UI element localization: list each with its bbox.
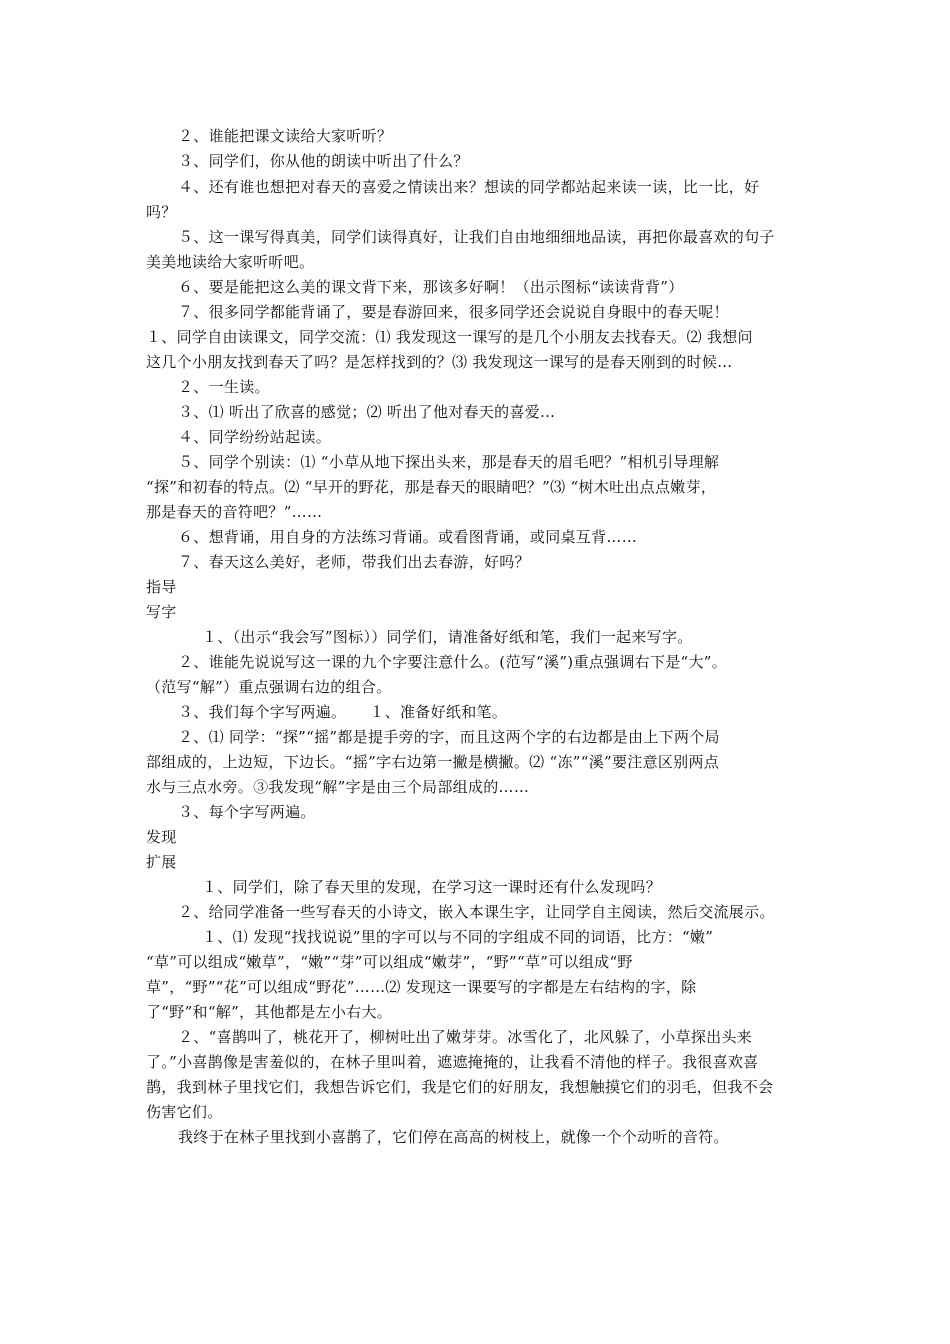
text-line: 我终于在林子里找到小喜鹊了，它们停在高高的树枝上，就像一个个动听的音符。	[178, 1128, 729, 1146]
text-line: ３、我们每个字写两遍。 １、准备好纸和笔。	[178, 703, 508, 721]
text-line: ７、春天这么美好，老师，带我们出去春游，好吗？	[178, 553, 530, 571]
section-heading: 指导	[146, 578, 177, 596]
text-line: ２、谁能先说说写这一课的九个字要注意什么。(范写“溪”)重点强调右下是“大”。	[178, 653, 728, 671]
text-line: “探”和初春的特点。⑵ “早开的野花，那是春天的眼睛吧？”⑶ “树木吐出点点嫩芽，	[146, 478, 717, 496]
text-line: ３、同学们，你从他的朗读中听出了什么？	[178, 152, 469, 170]
text-line: （范写“解”）重点强调右边的组合。	[146, 678, 392, 696]
text-line: ６、想背诵，用自身的方法练习背诵。或看图背诵，或同桌互背……	[178, 528, 638, 546]
text-line: 水与三点水旁。③我发现“解”字是由三个局部组成的……	[146, 778, 530, 796]
section-heading: 发现	[146, 828, 177, 846]
text-line: １、⑴ 发现“找找说说”里的字可以与不同的字组成不同的词语，比方：“嫩”	[202, 928, 714, 946]
text-line: ２、谁能把课文读给大家听听？	[178, 127, 393, 145]
text-line: ２、给同学准备一些写春天的小诗文，嵌入本课生字，让同学自主阅读，然后交流展示。	[178, 903, 775, 921]
text-line: 鹊，我到林子里找它们，我想告诉它们，我是它们的好朋友，我想触摸它们的羽毛，但我不会	[146, 1078, 774, 1096]
text-line: 这几个小朋友找到春天了吗？是怎样找到的？⑶ 我发现这一课写的是春天刚到的时候…	[146, 353, 733, 371]
text-line: ４、同学纷纷站起读。	[178, 428, 332, 446]
text-line: ４、还有谁也想把对春天的喜爱之情读出来？想读的同学都站起来读一读，比一比，好	[178, 178, 760, 196]
text-line: 那是春天的音符吧？”……	[146, 503, 323, 521]
text-line: 部组成的，上边短，下边长。“摇”字右边第一撇是横撇。⑵ “冻”“溪”要注意区别两点	[146, 753, 720, 771]
text-line: “草”可以组成“嫩草”，“嫩”“芽”可以组成“嫩芽”，“野”“草”可以组成“野	[146, 953, 633, 971]
text-line: 草”，“野”“花”可以组成“野花”……⑵ 发现这一课要写的字都是左右结构的字，除	[146, 978, 697, 996]
text-line: 伤害它们。	[146, 1103, 223, 1121]
text-line: 吗？	[146, 203, 177, 221]
section-heading: 扩展	[146, 853, 177, 871]
text-line: １、同学自由读课文，同学交流：⑴ 我发现这一课写的是几个小朋友去找春天。⑵ 我想问	[146, 328, 753, 346]
text-line: ５、同学个别读：⑴ “小草从地下探出头来，那是春天的眉毛吧？”相机引导理解	[178, 453, 720, 471]
text-line: 了。”小喜鹊像是害羞似的，在林子里叫着，遮遮掩掩的，让我看不清他的样子。我很喜欢喜	[146, 1053, 759, 1071]
text-line: ２、“喜鹊叫了，桃花开了，柳树吐出了嫩芽芽。冰雪化了，北风躲了，小草探出头来	[178, 1028, 753, 1046]
text-line: ７、很多同学都能背诵了，要是春游回来，很多同学还会说说自身眼中的春天呢！	[178, 303, 729, 321]
text-line: ６、要是能把这么美的课文背下来，那该多好啊！（出示图标“读读背背”）	[178, 278, 684, 296]
text-line: ２、一生读。	[178, 378, 270, 396]
text-line: ２、⑴ 同学：“探”“摇”都是提手旁的字，而且这两个字的右边都是由上下两个局	[178, 728, 720, 746]
text-line: ３、⑴ 听出了欣喜的感觉；⑵ 听出了他对春天的喜爱…	[178, 403, 556, 421]
text-line: ５、这一课写得真美，同学们读得真好，让我们自由地细细地品读，再把你最喜欢的句子	[178, 228, 775, 246]
text-line: ３、每个字写两遍。	[178, 803, 316, 821]
text-line: １、同学们，除了春天里的发现，在学习这一课时还有什么发现吗？	[202, 878, 662, 896]
text-line: 了“野”和“解”，其他都是左小右大。	[146, 1003, 393, 1021]
text-line: １、（出示“我会写”图标））同学们，请准备好纸和笔，我们一起来写字。	[202, 628, 693, 646]
section-heading: 写字	[146, 603, 177, 621]
text-line: 美美地读给大家听听吧。	[146, 253, 315, 271]
